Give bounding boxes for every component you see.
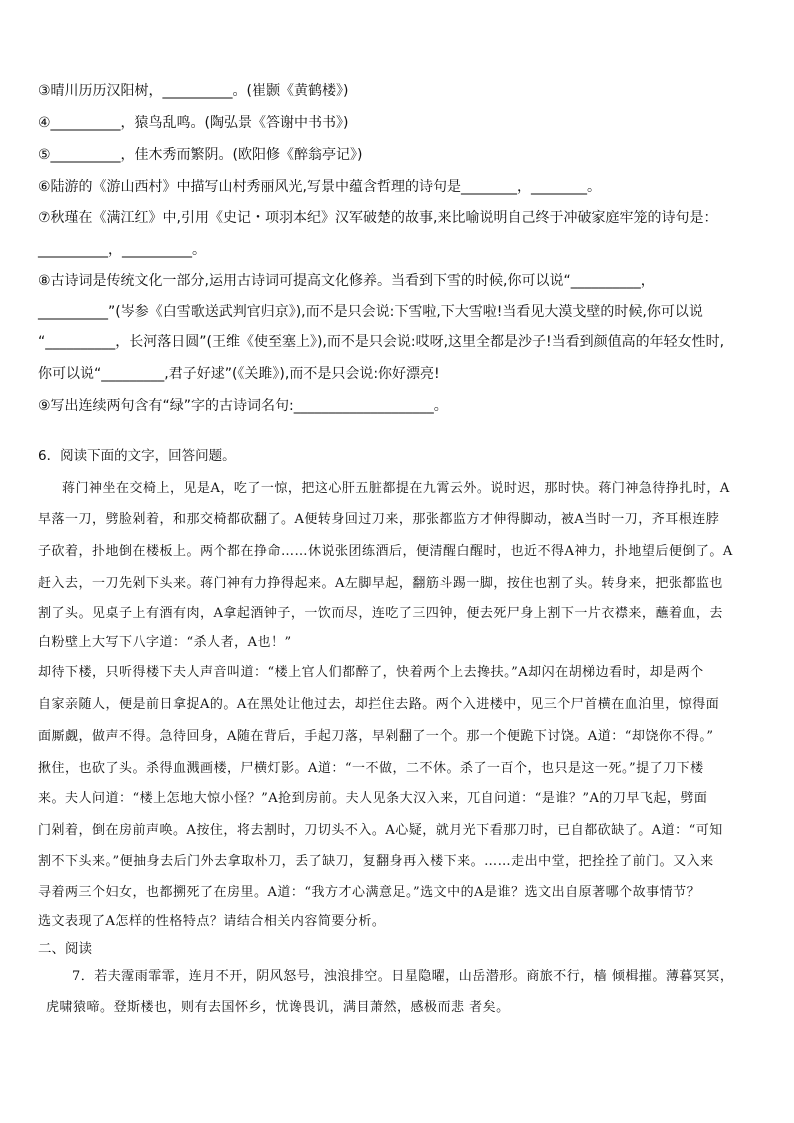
passage-line: 面厮觑，做声不得。急待回身，A随在背后，手起刀落，早剁翻了一个。那一个便跪下讨饶。A道：“却饶你不得。” — [38, 729, 714, 744]
section2-heading: 二、阅读 — [38, 941, 92, 957]
line-q6: ⑥陆游的《游山西村》中描写山村秀丽风光,写景中蕴含哲理的诗句是________，________。 — [38, 179, 601, 195]
line-q8-a: ⑧古诗词是传统文化一部分,运用古诗词可提高文化修养。当看到下雪的时候,你可以说“__________， — [38, 273, 655, 289]
passage-line: 寻着两三个妇女，也都搠死了在房里。A道：“我方才心满意足。”选文中的A是谁？选文出自原著哪个故事情节？ — [38, 885, 701, 900]
passage-line: 白粉壁上大写下八字道：“杀人者，A也！” — [38, 635, 292, 650]
line-q3: ③晴川历历汉阳树，__________。(崔颢《黄鹤楼》) — [38, 83, 349, 99]
line-q8-d: 你可以说“_________,君子好逑”(《关雎》),而不是只会说:你好漂亮! — [38, 366, 440, 382]
passage-line: 7．若夫霪雨霏霏，连月不开，阴风怒号，浊浪排空。日星隐曜，山岳潜形。商旅不行，樯 倾楫摧。薄暮冥冥， — [72, 969, 734, 984]
passage-line: 赶入去，一刀先剁下头来。蒋门神有力挣得起来。A左脚早起，翻筋斗踢一脚，按住也割了头。转身来，把张都监也 — [38, 576, 723, 591]
passage-line: 选文表现了A怎样的性格特点？请结合相关内容简要分析。 — [38, 914, 386, 929]
passage-line: 割了头。见桌子上有酒有肉，A拿起酒钟子，一饮而尽，连吃了三四钟，便去死尸身上割下一片衣襟来，蘸着血，去 — [38, 606, 723, 621]
line-q7-a: ⑦秋瑾在《满江红》中,引用《史记・项羽本纪》汉军破楚的故事,来比喻说明自己终于冲破家庭牢笼的诗句是： — [38, 210, 718, 226]
line-q8-c: “__________，长河落日圆”(王维《使至塞上》),而不是只会说:哎呀,这里全都是沙子!当看到颜值高的年轻女性时, — [38, 334, 725, 350]
passage-line: 子砍着，扑地倒在楼板上。两个都在挣命……休说张团练酒后，便清醒白醒时，也近不得A神力，扑地望后便倒了。A — [38, 544, 733, 559]
line-q9: ⑨写出连续两句含有“绿”字的古诗词名句:____________________。 — [38, 398, 448, 414]
line-q7-b: __________，__________。 — [38, 242, 206, 258]
line-q8-b: __________”(岑参《白雪歌送武判官归京》),而不是只会说:下雪啦,下大雪啦!当看见大漠戈壁的时候,你可以说 — [38, 304, 703, 320]
passage-line: 揪住，也砍了头。杀得血溅画楼，尸横灯影。A道：“一不做，二不休。杀了一百个，也只是这一死。”提了刀下楼 — [38, 761, 704, 776]
line-q5: ⑤__________，佳木秀而繁阴。(欧阳修《醉翁亭记》) — [38, 147, 363, 163]
passage-line: 早落一刀，劈脸剁着，和那交椅都砍翻了。A便转身回过刀来，那张都监方才伸得脚动，被A当时一刀，齐耳根连脖 — [38, 512, 720, 527]
section6-heading: 6．阅读下面的文字，回答问题。 — [38, 448, 236, 464]
passage-line: 门剁着，倒在房前声唤。A按住，将去割时，刀切头不入。A心疑，就月光下看那刀时，已自都砍缺了。A道：“可知 — [38, 823, 723, 838]
passage-line: 自家亲随人，便是前日拿捉A的。A在黑处让他过去，却拦住去路。两个入进楼中，见三个尸首横在血泊里，惊得面 — [38, 697, 720, 712]
line-q4: ④__________，猿鸟乱鸣。(陶弘景《答谢中书书》) — [38, 115, 349, 131]
passage-line: 蒋门神坐在交椅上，见是A，吃了一惊，把这心肝五脏都提在九霄云外。说时迟，那时快。蒋门神急待挣扎时，A — [62, 481, 730, 496]
passage-line: 割不下头来。”便抽身去后门外去拿取朴刀，丢了缺刀，复翻身再入楼下来。……走出中堂，把拴拴了前门。又入来 — [38, 854, 714, 869]
passage-line: 却待下楼，只听得楼下夫人声音叫道：“楼上官人们都醉了，快着两个上去搀扶。”A却闪在胡梯边看时，却是两个 — [38, 665, 704, 680]
passage-line: 虎啸猿啼。登斯楼也，则有去国怀乡，忧谗畏讥，满目萧然，感极而悲 者矣。 — [46, 1000, 510, 1015]
passage-line: 来。夫人问道：“楼上怎地大惊小怪？”A抢到房前。夫人见条大汉入来，兀自问道：“是谁？”A的刀早飞起，劈面 — [38, 791, 708, 806]
